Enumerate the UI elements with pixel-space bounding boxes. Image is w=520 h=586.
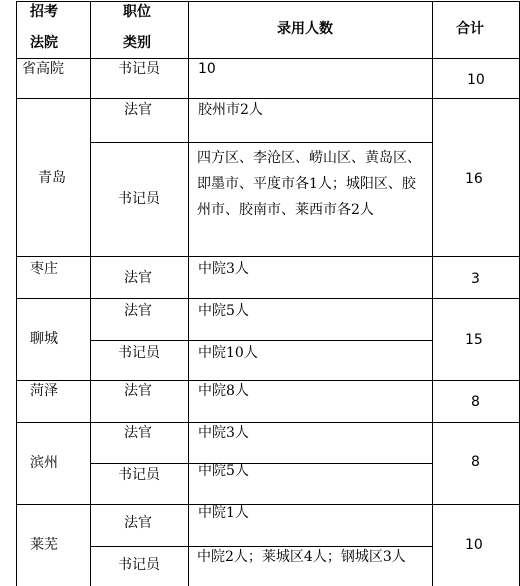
border-left — [16, 1, 17, 586]
hire-count: 四方区、李沧区、崂山区、黄岛区、即墨市、平度市各1人；城阳区、胶州市、胶南市、莱西市各2人 — [197, 150, 421, 218]
position-type: 书记员 — [118, 191, 160, 207]
border-col4 — [432, 1, 433, 586]
position-type: 书记员 — [118, 557, 160, 573]
group-total: 10 — [467, 72, 485, 88]
border-col3 — [188, 1, 189, 586]
position-type: 法官 — [124, 515, 152, 531]
position-type: 法官 — [124, 270, 152, 286]
position-type: 法官 — [124, 383, 152, 399]
border-row-heze — [16, 422, 520, 423]
border-row-liaocheng — [16, 380, 520, 381]
border-top — [16, 1, 520, 2]
position-type: 书记员 — [118, 467, 160, 483]
position-type: 法官 — [124, 102, 152, 118]
hire-count: 中院5人 — [198, 303, 249, 319]
header-type-line2: 类别 — [123, 35, 151, 51]
border-sub-qingdao — [90, 142, 432, 143]
header-type-line1: 职位 — [123, 4, 151, 20]
border-sub-binzhou — [90, 463, 432, 464]
hire-count: 中院5人 — [198, 463, 249, 479]
position-type: 书记员 — [118, 61, 160, 77]
group-total: 10 — [465, 537, 483, 553]
position-type: 书记员 — [118, 345, 160, 361]
header-court-line1: 招考 — [30, 4, 58, 20]
position-type: 法官 — [124, 425, 152, 441]
header-count: 录用人数 — [277, 21, 333, 37]
hire-count: 中院10人 — [198, 345, 258, 361]
header-total: 合计 — [456, 21, 484, 37]
hire-count: 中院8人 — [198, 383, 249, 399]
header-court-line2: 法院 — [30, 35, 58, 51]
hire-count: 中院3人 — [198, 261, 249, 277]
border-header-bottom — [16, 58, 520, 59]
group-total: 15 — [465, 332, 483, 348]
court-name: 菏泽 — [30, 383, 58, 399]
hire-count: 中院1人 — [198, 505, 249, 521]
hire-count: 中院2人；莱城区4人；钢城区3人 — [197, 549, 406, 565]
hire-count: 中院3人 — [198, 425, 249, 441]
border-row-binzhou — [16, 504, 520, 505]
court-name: 枣庄 — [30, 261, 58, 277]
border-row-qingdao — [16, 256, 520, 257]
group-total: 8 — [471, 394, 480, 410]
group-total: 8 — [471, 454, 480, 470]
group-total: 3 — [471, 271, 480, 287]
border-row-gaoyuan — [16, 98, 520, 99]
hire-count: 10 — [198, 61, 216, 77]
group-total: 16 — [465, 171, 483, 187]
court-name: 省高院 — [22, 61, 64, 77]
court-name: 青岛 — [38, 170, 66, 186]
court-name: 聊城 — [30, 331, 58, 347]
court-name: 莱芜 — [30, 537, 58, 553]
position-type: 法官 — [124, 303, 152, 319]
border-row-zaozhuang — [16, 298, 520, 299]
hire-count: 胶州市2人 — [198, 102, 263, 118]
border-col2 — [90, 1, 91, 586]
border-sub-liaocheng — [90, 340, 432, 341]
border-sub-laiwu — [90, 546, 432, 547]
court-name: 滨州 — [30, 455, 58, 471]
